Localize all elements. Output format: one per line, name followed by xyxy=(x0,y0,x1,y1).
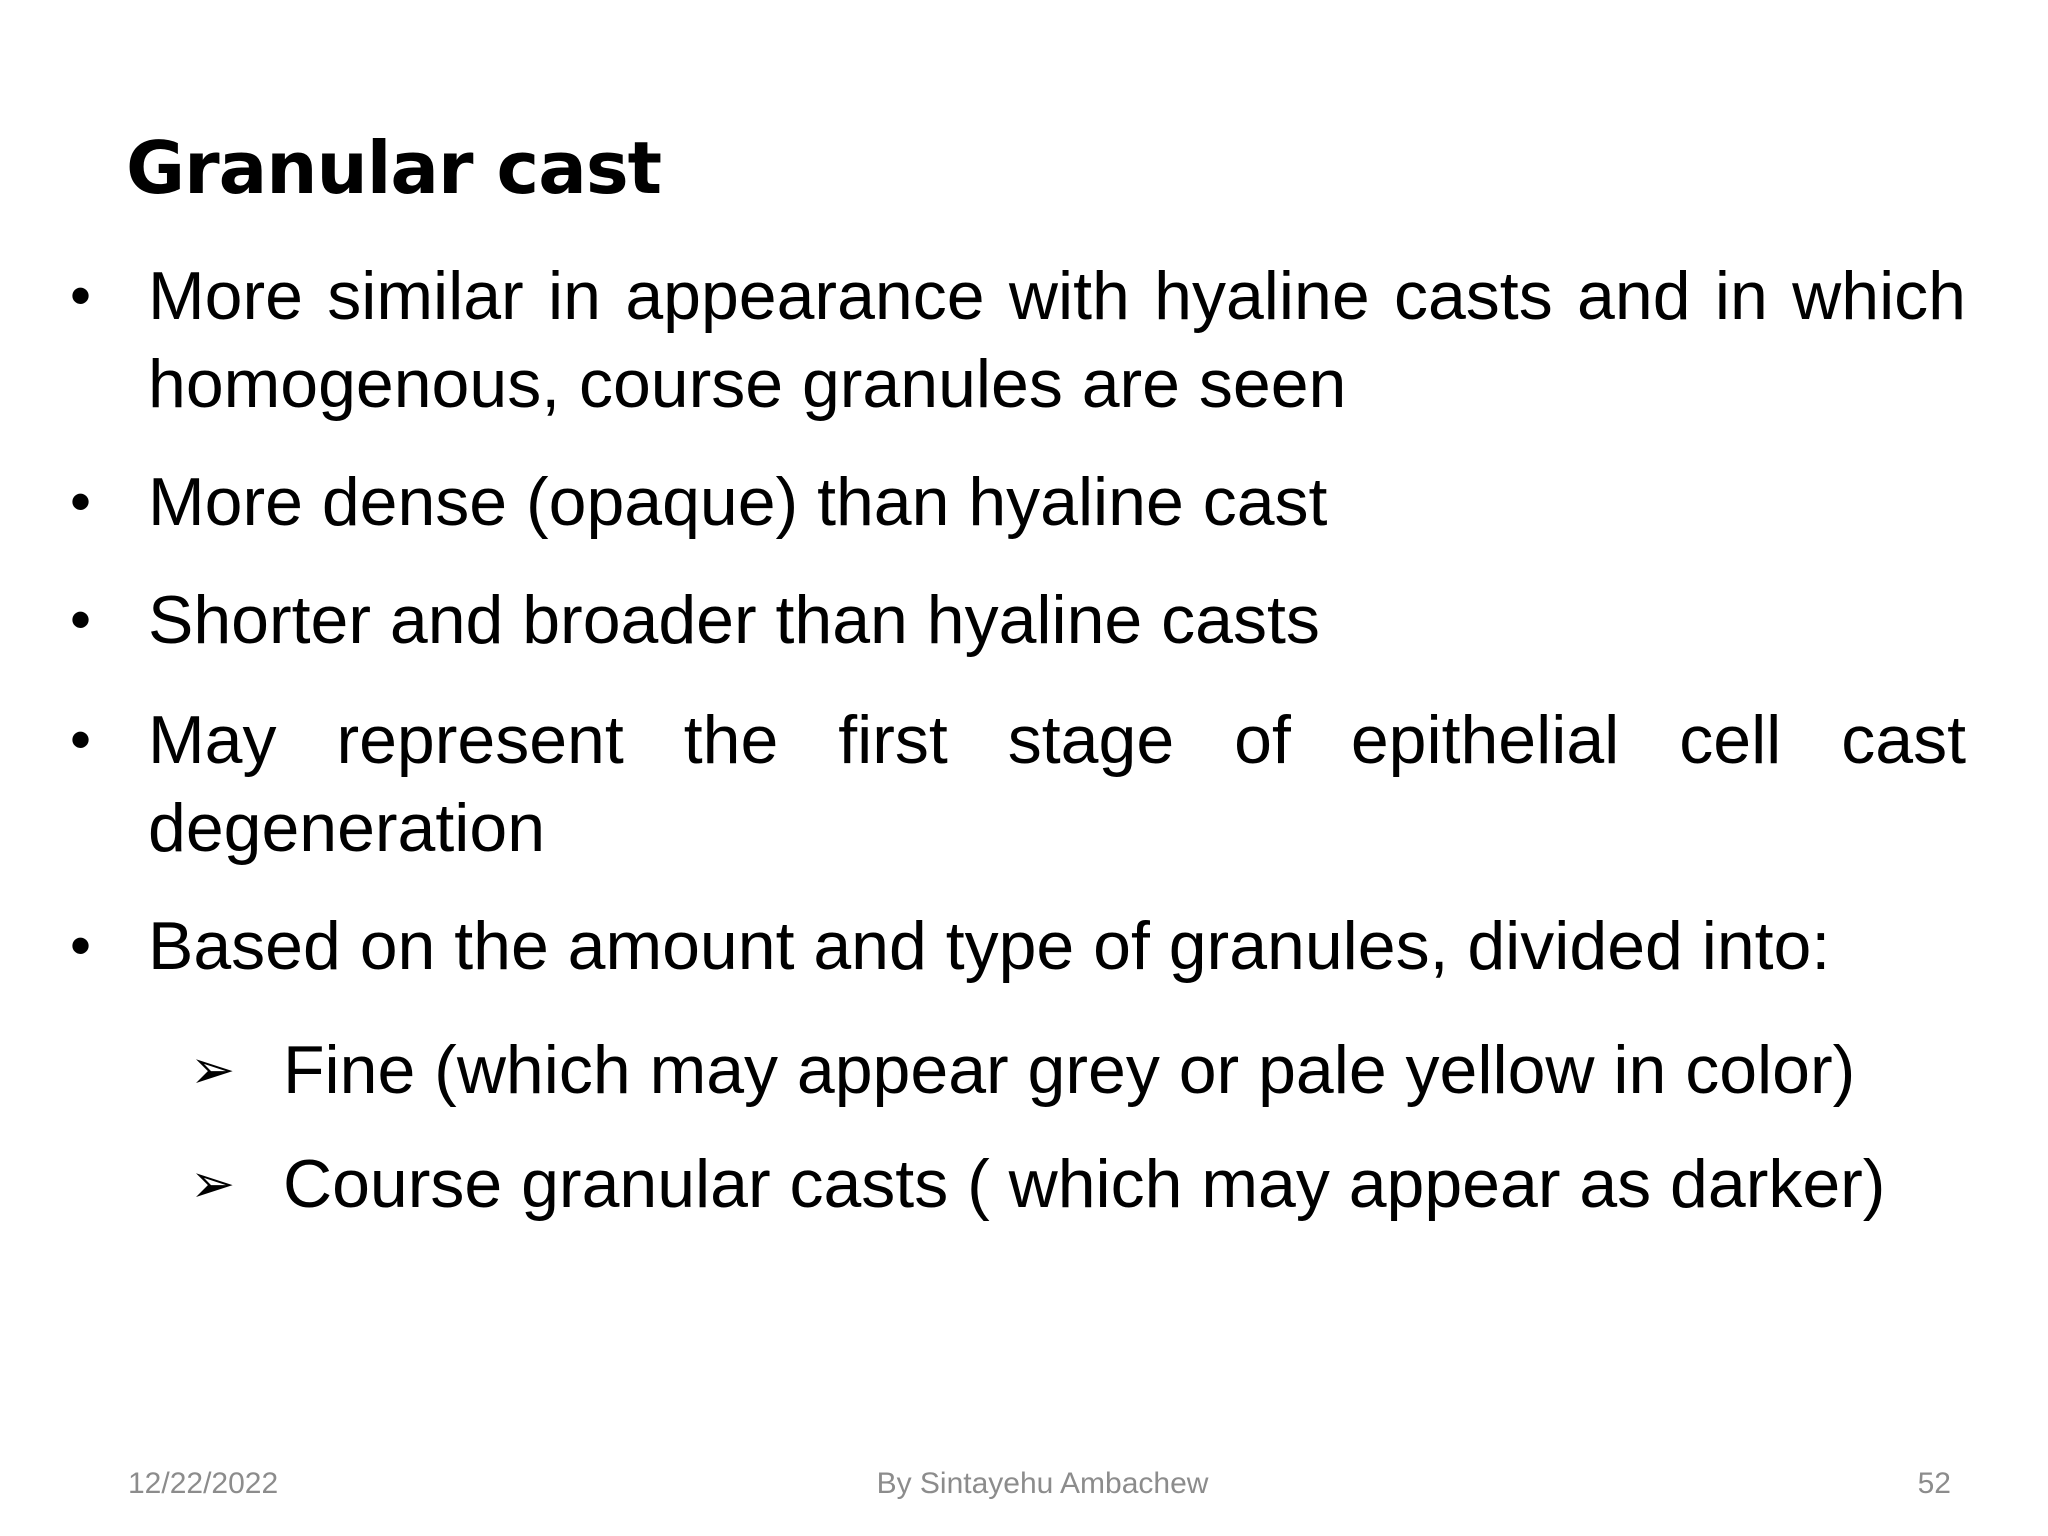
bullet-text: Based on the amount and type of granules, divided into: xyxy=(148,908,1831,984)
bullet-marker: • xyxy=(70,912,92,979)
bullet-text: Shorter and broader than hyaline casts xyxy=(148,582,1320,658)
bullet-text: More similar in appearance with hyaline casts and in which homogenous, course granules are seen xyxy=(148,258,1966,422)
footer-page-number: 52 xyxy=(1917,1467,1951,1500)
footer-author: By Sintayehu Ambachew xyxy=(876,1467,1209,1500)
bullet-marker: • xyxy=(70,706,92,773)
bullet-text: May represent the first stage of epithelial cell cast degeneration xyxy=(148,702,1966,866)
sub-bullet-text: Course granular casts ( which may appear as darker) xyxy=(283,1146,1886,1222)
bullet-marker: • xyxy=(70,262,92,329)
footer-date: 12/22/2022 xyxy=(128,1467,279,1500)
arrow-bullet-icon: ➢ xyxy=(190,1040,236,1100)
slide-title: Granular cast xyxy=(126,126,662,210)
bullet-marker: • xyxy=(70,586,92,653)
arrow-bullet-icon: ➢ xyxy=(190,1154,236,1214)
bullet-marker: • xyxy=(70,468,92,535)
sub-bullet-text: Fine (which may appear grey or pale yellow in color) xyxy=(283,1032,1856,1108)
bullet-text: More dense (opaque) than hyaline cast xyxy=(148,464,1328,540)
